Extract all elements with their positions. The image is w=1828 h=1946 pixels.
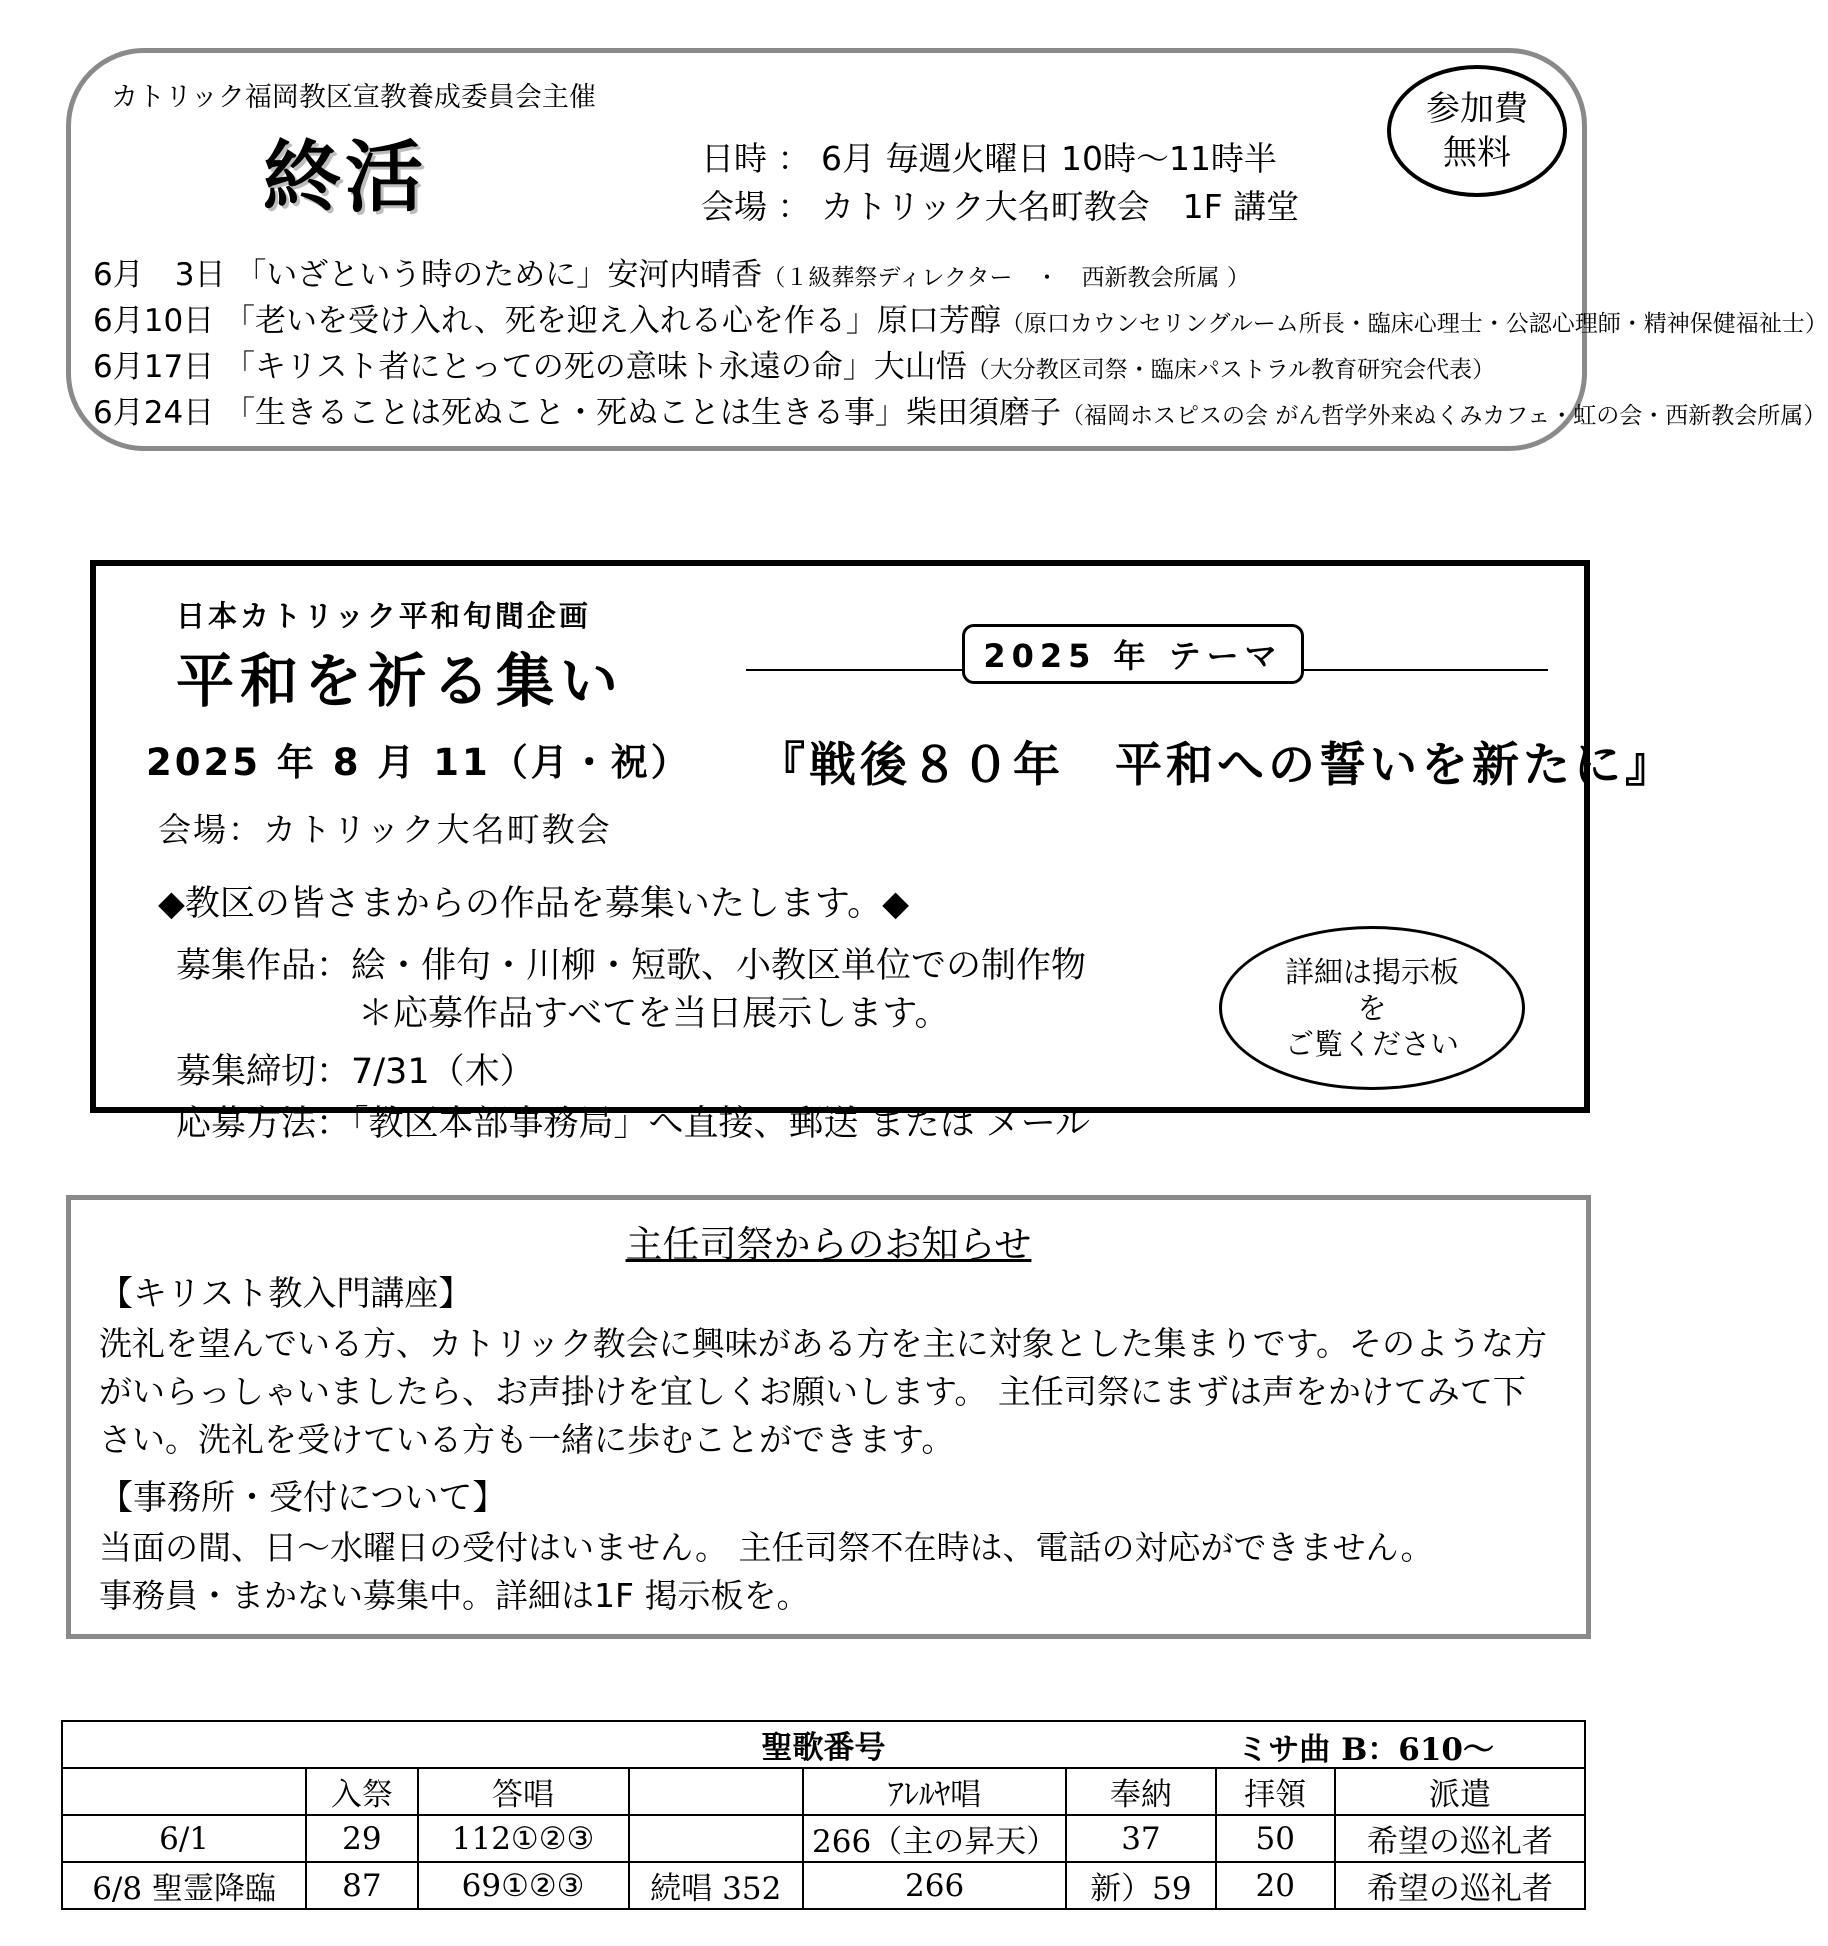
mass-setting: ミサ曲 B：610～ — [1237, 1732, 1494, 1768]
session-row — [93, 341, 1495, 386]
table-cell: 50 — [1216, 1815, 1335, 1862]
session-note: （原口カウンセリングルーム所長・臨床心理士・公認心理師・精神保健福祉士） — [1000, 311, 1828, 337]
session-speaker: 柴田須磨子 — [906, 395, 1062, 431]
bulletin-line: を — [1357, 991, 1387, 1025]
header-cell — [62, 1768, 306, 1815]
session-date: 6月17日 — [93, 349, 215, 385]
session-speaker: 大山悟 — [873, 349, 967, 385]
header-cell: 奉納 — [1066, 1768, 1215, 1815]
session-row — [93, 249, 1250, 294]
shukatsu-sponsor: カトリック福岡教区宣教養成委員会主催 — [111, 82, 596, 113]
peace-date: 2025 年 8 月 11（月・祝） — [146, 741, 691, 784]
peace-theme: 『戦後８０年 平和への誓いを新たに』 — [758, 738, 1676, 793]
notice-title: 主任司祭からのお知らせ — [625, 1223, 1032, 1266]
submission-method: 応募方法：「教区本部事務局」へ直接、郵送 または メール — [176, 1104, 1091, 1144]
hymn-table-title: 聖歌番号 — [761, 1730, 886, 1766]
table-title-cell — [62, 1721, 1585, 1768]
fee-badge — [1387, 65, 1567, 197]
intro-course-text: 洗礼を望んでいる方、カトリック教会に興味がある方を主に対象とした集まりです。そのような方 — [99, 1324, 1548, 1363]
session-row — [93, 295, 1828, 340]
notice-section — [66, 1195, 1591, 1639]
header-cell: 派遣 — [1335, 1768, 1585, 1815]
session-note: （１級葬祭ディレクター ・ 西新教会所属 ） — [762, 265, 1250, 291]
header-cell: 拝領 — [1216, 1768, 1335, 1815]
session-date: 6月10日 — [93, 303, 215, 339]
table-cell: 希望の巡礼者 — [1335, 1815, 1585, 1862]
table-row — [62, 1862, 1585, 1909]
table-cell: 37 — [1066, 1815, 1215, 1862]
session-topic: 「生きることは死ぬこと・死ぬことは生きる事」 — [224, 395, 907, 431]
intro-course-text: がいらっしゃいましたら、お声掛けを宜しくお願いします。 主任司祭にまずは声をかけてみて下 — [99, 1372, 1526, 1411]
session-date: 6月24日 — [93, 395, 215, 431]
deadline: 募集締切：7/31（木） — [176, 1052, 535, 1092]
works-note: ＊応募作品すべてを当日展示します。 — [358, 994, 950, 1034]
office-text: 当面の間、日～水曜日の受付はいません。 主任司祭不在時は、電話の対応ができません。 — [99, 1528, 1434, 1567]
office-text: 事務員・まかない募集中。詳細は1F 掲示板を。 — [99, 1576, 810, 1615]
bulletin-line: ご覧ください — [1284, 1027, 1459, 1061]
bulletin-line: 詳細は掲示板 — [1284, 955, 1459, 989]
table-cell: 新）59 — [1066, 1862, 1215, 1909]
fee-label: 参加費 — [1426, 89, 1528, 129]
session-speaker: 原口芳醇 — [876, 303, 1001, 339]
call-for-works: ◆教区の皆さまからの作品を募集いたします。◆ — [158, 884, 910, 924]
table-cell: 希望の巡礼者 — [1335, 1862, 1585, 1909]
table-cell — [629, 1815, 804, 1862]
shukatsu-venue: 会場 ： カトリック大名町教会 1F 講堂 — [701, 187, 1300, 226]
table-cell: 112①②③ — [418, 1815, 629, 1862]
theme-label: 2025 年 テーマ — [962, 624, 1304, 684]
table-cell: 266 — [803, 1862, 1066, 1909]
hymn-table — [61, 1720, 1586, 1910]
shukatsu-title: 終活 — [263, 133, 428, 223]
peace-venue: 会場：カトリック大名町教会 — [158, 810, 612, 849]
office-heading: 【事務所・受付について】 — [99, 1478, 507, 1518]
table-cell: 6/8 聖霊降臨 — [62, 1862, 306, 1909]
table-cell: 続唱 352 — [629, 1862, 804, 1909]
header-cell: ｱﾚﾙﾔ唱 — [803, 1768, 1066, 1815]
intro-course-heading: 【キリスト教入門講座】 — [99, 1274, 473, 1314]
session-topic: 「老いを受け入れ、死を迎え入れる心を作る」 — [224, 303, 877, 339]
session-topic: 「いざという時のために」 — [235, 257, 608, 293]
table-cell: 6/1 — [62, 1815, 306, 1862]
table-title-row — [62, 1721, 1585, 1768]
shukatsu-section — [66, 48, 1828, 451]
session-note: （福岡ホスピスの会 がん哲学外来ぬくみカフェ・虹の会・西新教会所属） — [1061, 403, 1827, 429]
intro-course-text: さい。洗礼を受けている方も一緒に歩むことができます。 — [99, 1420, 955, 1459]
fee-value: 無料 — [1443, 133, 1511, 173]
shukatsu-datetime: 日時 ： 6月 毎週火曜日 10時～11時半 — [701, 139, 1277, 178]
bulletin-badge — [1219, 926, 1525, 1090]
table-cell: 29 — [306, 1815, 417, 1862]
table-cell: 266（主の昇天） — [803, 1815, 1066, 1862]
session-speaker: 安河内晴香 — [607, 257, 763, 293]
peace-section — [90, 560, 1676, 1144]
session-topic: 「キリスト者にとっての死の意味ト永遠の命」 — [224, 349, 874, 385]
table-cell: 20 — [1216, 1862, 1335, 1909]
works-categories: 募集作品：絵・俳句・川柳・短歌、小教区単位での制作物 — [176, 946, 1087, 986]
table-cell: 87 — [306, 1862, 417, 1909]
session-row — [93, 387, 1826, 432]
table-row — [62, 1815, 1585, 1862]
session-note: （大分教区司祭・臨床パストラル教育研究会代表） — [966, 357, 1496, 383]
peace-organizer: 日本カトリック平和旬間企画 — [176, 599, 591, 633]
header-cell: 入祭 — [306, 1768, 417, 1815]
session-date: 6月 3日 — [93, 257, 226, 293]
header-cell: 答唱 — [418, 1768, 629, 1815]
header-cell — [629, 1768, 804, 1815]
table-header-row — [62, 1768, 1585, 1815]
table-cell: 69①②③ — [418, 1862, 629, 1909]
peace-title: 平和を祈る集い — [176, 647, 625, 715]
